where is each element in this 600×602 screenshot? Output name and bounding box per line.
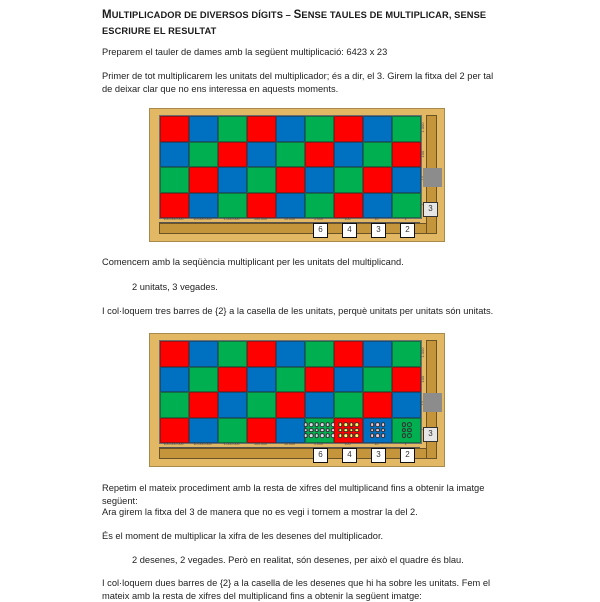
paragraph-tens-moment: És el moment de multiplicar la xifra de les desenes del multiplicador.: [102, 531, 384, 541]
multiplicand-bar: [159, 448, 435, 459]
board-cell: [392, 392, 421, 418]
board-cell: [160, 341, 189, 367]
bead-group: [303, 422, 336, 438]
paragraph-place-tens: I col·loquem dues barres de {2} a la casella de les desenes que hi ha sobre les unitats. Fem el mateix amb la resta de xifres del multiplicand fins a obtenir la següent imatge:: [102, 578, 491, 601]
board-grid: [159, 115, 422, 219]
place-value-label: 1.000: [420, 122, 425, 133]
board-cell: [247, 418, 276, 444]
paragraph-tens-times: 2 desenes, 2 vegades. Però en realitat, són desenes, per això el quadre és blau.: [132, 555, 464, 565]
board-cell: [247, 341, 276, 367]
bead-icon: [349, 428, 354, 433]
turned-chip-tile[interactable]: [423, 168, 442, 187]
board-cell: [363, 392, 392, 418]
place-value-label: 1.000.000: [217, 442, 246, 448]
board-cell: [363, 142, 392, 168]
place-value-label: 10.000: [275, 442, 304, 448]
multiplicand-digit-chip[interactable]: 3: [371, 223, 386, 238]
multiplier-digit-chip[interactable]: 3: [423, 427, 438, 442]
bead-icon: [338, 428, 343, 433]
place-value-label: 100: [333, 442, 362, 448]
board-cell: [247, 116, 276, 142]
bead-icon: [303, 434, 308, 439]
place-value-label: 10: [362, 442, 391, 448]
bead-icon: [370, 428, 375, 433]
bead-icon: [375, 428, 380, 433]
checkerboard-1: [149, 108, 445, 242]
board-cell: [218, 142, 247, 168]
board-cell: [392, 418, 421, 444]
bead-icon: [314, 434, 319, 439]
board-cell: [305, 341, 334, 367]
bead-icon: [343, 422, 348, 427]
board-cell: [305, 167, 334, 193]
bead-icon: [370, 434, 375, 439]
multiplier-digit-chip[interactable]: 3: [423, 202, 438, 217]
title-rest-1: ULTIPLICADOR DE DIVERSOS DÍGITS –: [111, 10, 294, 20]
multiplicand-digit-chip[interactable]: 2: [400, 448, 415, 463]
bead-icon: [320, 422, 325, 427]
bead-icon: [355, 434, 360, 439]
board-cell: [305, 193, 334, 219]
board-cell: [276, 142, 305, 168]
bead-icon: [349, 434, 354, 439]
board-cell: [392, 193, 421, 219]
bead-icon: [381, 434, 386, 439]
board-cell: [247, 193, 276, 219]
place-value-label: 1.000.000: [217, 217, 246, 223]
place-value-label: 100.000: [246, 442, 275, 448]
board-cell: [218, 418, 247, 444]
place-value-label: 1: [391, 217, 420, 223]
board-cell: [189, 142, 218, 168]
multiplicand-bar: [159, 223, 435, 234]
place-value-label: 100.000: [246, 217, 275, 223]
board-cell: [218, 193, 247, 219]
multiplicand-digit-chip[interactable]: 6: [313, 448, 328, 463]
title-rest-2: ENSE TAULES DE MULTIPLICAR, SENSE ESCRIURE EL RESULTAT: [102, 10, 487, 36]
place-value-label: 100: [420, 374, 425, 382]
bead-group: [401, 422, 411, 438]
bead-icon: [407, 434, 412, 439]
board-cell: [218, 341, 247, 367]
bead-icon: [370, 422, 375, 427]
bead-icon: [314, 422, 319, 427]
bead-icon: [375, 422, 380, 427]
paragraph-repeat: Repetim el mateix procediment amb la resta de xifres del multiplicand fins a obtenir la imatge següent:: [102, 483, 485, 506]
board-cell: [160, 142, 189, 168]
board-cell: [305, 418, 334, 444]
bead-icon: [309, 428, 314, 433]
board-grid: [159, 340, 422, 444]
turned-chip-tile[interactable]: [423, 393, 442, 412]
bead-icon: [303, 428, 308, 433]
place-value-label: 100.000.000: [159, 442, 188, 448]
page-title: [102, 7, 497, 39]
title-cap-2: S: [293, 9, 302, 21]
place-value-label: 1.000: [304, 442, 333, 448]
board-cell: [363, 193, 392, 219]
board-cell: [276, 418, 305, 444]
board-cell: [392, 116, 421, 142]
bead-icon: [338, 422, 343, 427]
bead-group: [338, 422, 359, 438]
board-cell: [160, 167, 189, 193]
bead-icon: [375, 434, 380, 439]
board-cell: [276, 367, 305, 393]
bead-icon: [326, 428, 331, 433]
board-cell: [247, 392, 276, 418]
place-value-label: 10.000: [275, 217, 304, 223]
board-cell: [334, 193, 363, 219]
board-cell: [189, 193, 218, 219]
board-cell: [276, 167, 305, 193]
place-value-label: 10.000.000: [188, 217, 217, 223]
paragraph-turn-chip: Ara girem la fitxa del 3 de manera que no es vegi i tornem a mostrar la del 2.: [102, 507, 418, 517]
board-cell: [218, 116, 247, 142]
multiplicand-digit-chip[interactable]: 3: [371, 448, 386, 463]
bead-icon: [381, 428, 386, 433]
board-cell: [160, 392, 189, 418]
place-value-label: 100: [420, 149, 425, 157]
board-cell: [363, 367, 392, 393]
board-cell: [160, 116, 189, 142]
multiplicand-digit-chip[interactable]: 4: [342, 448, 357, 463]
board-cell: [189, 418, 218, 444]
board-cell: [247, 142, 276, 168]
board-cell: [305, 392, 334, 418]
title-cap-1: M: [102, 9, 112, 21]
board-cell: [218, 367, 247, 393]
bead-icon: [401, 434, 406, 439]
board-cell: [189, 167, 218, 193]
board-cell: [334, 367, 363, 393]
bead-icon: [314, 428, 319, 433]
bead-icon: [343, 428, 348, 433]
bead-icon: [407, 422, 412, 427]
board-cell: [363, 167, 392, 193]
paragraph-units-times: 2 unitats, 3 vegades.: [132, 282, 218, 292]
board-cell: [218, 167, 247, 193]
board-cell: [305, 367, 334, 393]
board-cell: [305, 142, 334, 168]
board-cell: [334, 142, 363, 168]
bead-icon: [309, 434, 314, 439]
bead-icon: [401, 422, 406, 427]
board-cell: [218, 392, 247, 418]
bead-icon: [338, 434, 343, 439]
board-cell: [247, 167, 276, 193]
bead-icon: [326, 434, 331, 439]
board-cell: [363, 116, 392, 142]
board-cell: [189, 392, 218, 418]
place-value-label: 100: [333, 217, 362, 223]
place-value-label: 1: [391, 442, 420, 448]
bead-icon: [407, 428, 412, 433]
place-value-label: 100.000.000: [159, 217, 188, 223]
bead-icon: [355, 422, 360, 427]
board-cell: [392, 167, 421, 193]
board-cell: [160, 367, 189, 393]
board-cell: [363, 341, 392, 367]
board-cell: [276, 193, 305, 219]
bead-icon: [349, 422, 354, 427]
bead-icon: [326, 422, 331, 427]
place-value-label: 1.000: [304, 217, 333, 223]
board-cell: [189, 367, 218, 393]
bead-icon: [381, 422, 386, 427]
bead-icon: [355, 428, 360, 433]
board-cell: [392, 142, 421, 168]
checkerboard-2: [149, 333, 445, 467]
multiplicand-digit-chip[interactable]: 6: [313, 223, 328, 238]
paragraph-step-units: Primer de tot multiplicarem les unitats del multiplicador; és a dir, el 3. Girem la fitxa del 2 per tal de deixar clar que no ens interessa en aquests moments.: [102, 71, 494, 94]
bead-icon: [401, 428, 406, 433]
multiplicand-digit-chip[interactable]: 4: [342, 223, 357, 238]
paragraph-place-bars: I col·loquem tres barres de {2} a la casella de les unitats, perquè unitats per unitats són unitats.: [102, 306, 494, 316]
bead-icon: [303, 422, 308, 427]
place-value-ruler-bottom: [159, 442, 420, 447]
board-cell: [247, 367, 276, 393]
board-cell: [363, 418, 392, 444]
board-cell: [392, 341, 421, 367]
bead-icon: [309, 422, 314, 427]
board-cell: [334, 418, 363, 444]
board-cell: [334, 167, 363, 193]
paragraph-setup: Preparem el tauler de dames amb la següent multiplicació: 6423 x 23: [102, 47, 388, 57]
paragraph-sequence: Comencem amb la seqüència multiplicant per les unitats del multiplicand.: [102, 257, 404, 267]
bead-icon: [343, 434, 348, 439]
board-cell: [334, 116, 363, 142]
board-cell: [305, 116, 334, 142]
place-value-label: 1.000: [420, 347, 425, 358]
board-cell: [189, 116, 218, 142]
multiplicand-digit-chip[interactable]: 2: [400, 223, 415, 238]
board-cell: [160, 193, 189, 219]
board-cell: [276, 116, 305, 142]
board-cell: [334, 341, 363, 367]
place-value-label: 10: [362, 217, 391, 223]
board-cell: [160, 418, 189, 444]
board-cell: [276, 392, 305, 418]
bead-icon: [320, 428, 325, 433]
place-value-ruler-bottom: [159, 217, 420, 222]
place-value-label: 10.000.000: [188, 442, 217, 448]
board-cell: [276, 341, 305, 367]
board-cell: [189, 341, 218, 367]
board-cell: [392, 367, 421, 393]
bead-group: [370, 422, 386, 438]
board-cell: [334, 392, 363, 418]
bead-icon: [320, 434, 325, 439]
